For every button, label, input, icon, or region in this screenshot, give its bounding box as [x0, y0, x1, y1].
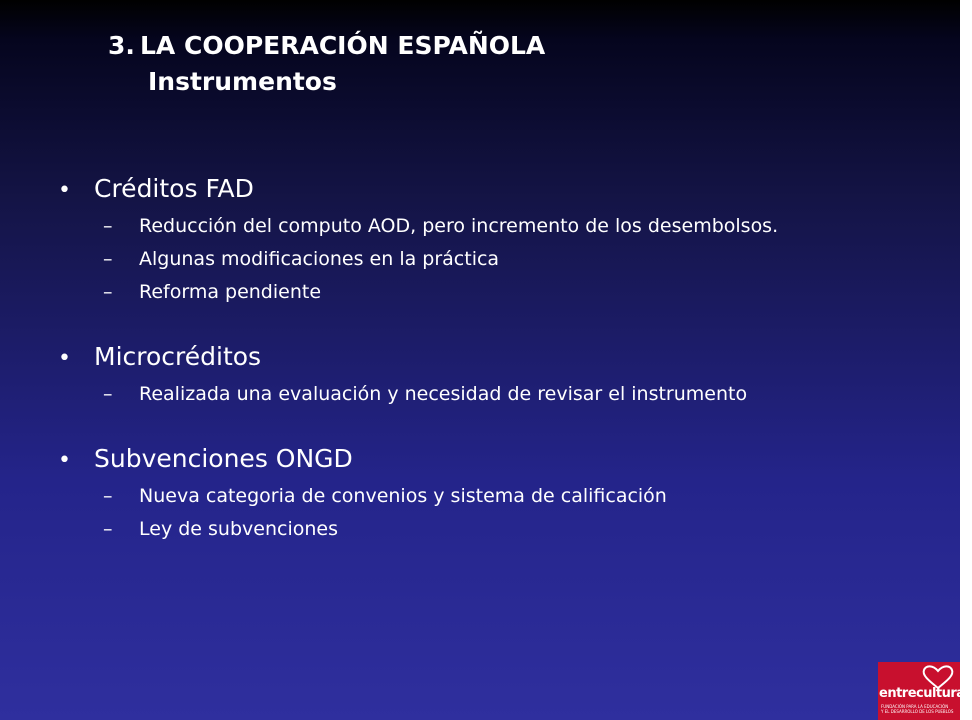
- list-item-text: Algunas modificaciones en la práctica: [139, 248, 500, 270]
- section-subvenciones-ongd: [58, 440, 938, 541]
- dash-icon: –: [103, 485, 113, 507]
- bullet-content: [58, 170, 938, 575]
- list-item: [58, 517, 938, 541]
- dash-icon: –: [103, 383, 113, 405]
- list-item-text: Reforma pendiente: [139, 281, 322, 303]
- title-block: [108, 28, 545, 100]
- dash-icon: –: [103, 281, 113, 303]
- dash-icon: –: [103, 518, 113, 540]
- title-text: LA COOPERACIÓN ESPAÑOLA: [140, 31, 546, 60]
- bullet-heading-text: Subvenciones ONGD: [94, 444, 353, 473]
- sub-list: [58, 484, 938, 541]
- bullet-heading: [58, 440, 938, 480]
- logo-name: entreculturas: [879, 686, 972, 701]
- list-item-text: Ley de subvenciones: [139, 518, 338, 540]
- dash-icon: –: [103, 215, 113, 237]
- entreculturas-logo: [878, 662, 972, 720]
- list-item-text: Nueva categoria de convenios y sistema de calificación: [139, 485, 667, 507]
- bullet-heading-text: Créditos FAD: [94, 174, 254, 203]
- list-item: [58, 280, 938, 304]
- bullet-heading: [58, 170, 938, 210]
- slide-title: [108, 28, 545, 64]
- bullet-icon: •: [58, 178, 71, 203]
- bullet-heading-text: Microcréditos: [94, 342, 262, 371]
- list-item: [58, 247, 938, 271]
- logo-tagline-line: Y EL DESARROLLO DE LOS PUEBLOS: [881, 709, 954, 714]
- title-number: 3.: [108, 31, 135, 60]
- list-item: [58, 484, 938, 508]
- logo-tagline: [881, 704, 953, 714]
- slide-subtitle: Instrumentos: [148, 67, 337, 96]
- bullet-icon: •: [58, 448, 71, 473]
- section-creditos-fad: [58, 170, 938, 304]
- bullet-icon: •: [58, 346, 71, 371]
- list-item-text: Realizada una evaluación y necesidad de revisar el instrumento: [139, 383, 748, 405]
- section-microcreditos: [58, 338, 938, 406]
- list-item-text: Reducción del computo AOD, pero incremento de los desembolsos.: [139, 215, 779, 237]
- sub-list: [58, 214, 938, 304]
- list-item: [58, 214, 938, 238]
- list-item: [58, 382, 938, 406]
- dash-icon: –: [103, 248, 113, 270]
- bullet-heading: [58, 338, 938, 378]
- logo-tagline-line: FUNDACIÓN PARA LA EDUCACIÓN: [881, 704, 949, 709]
- sub-list: [58, 382, 938, 406]
